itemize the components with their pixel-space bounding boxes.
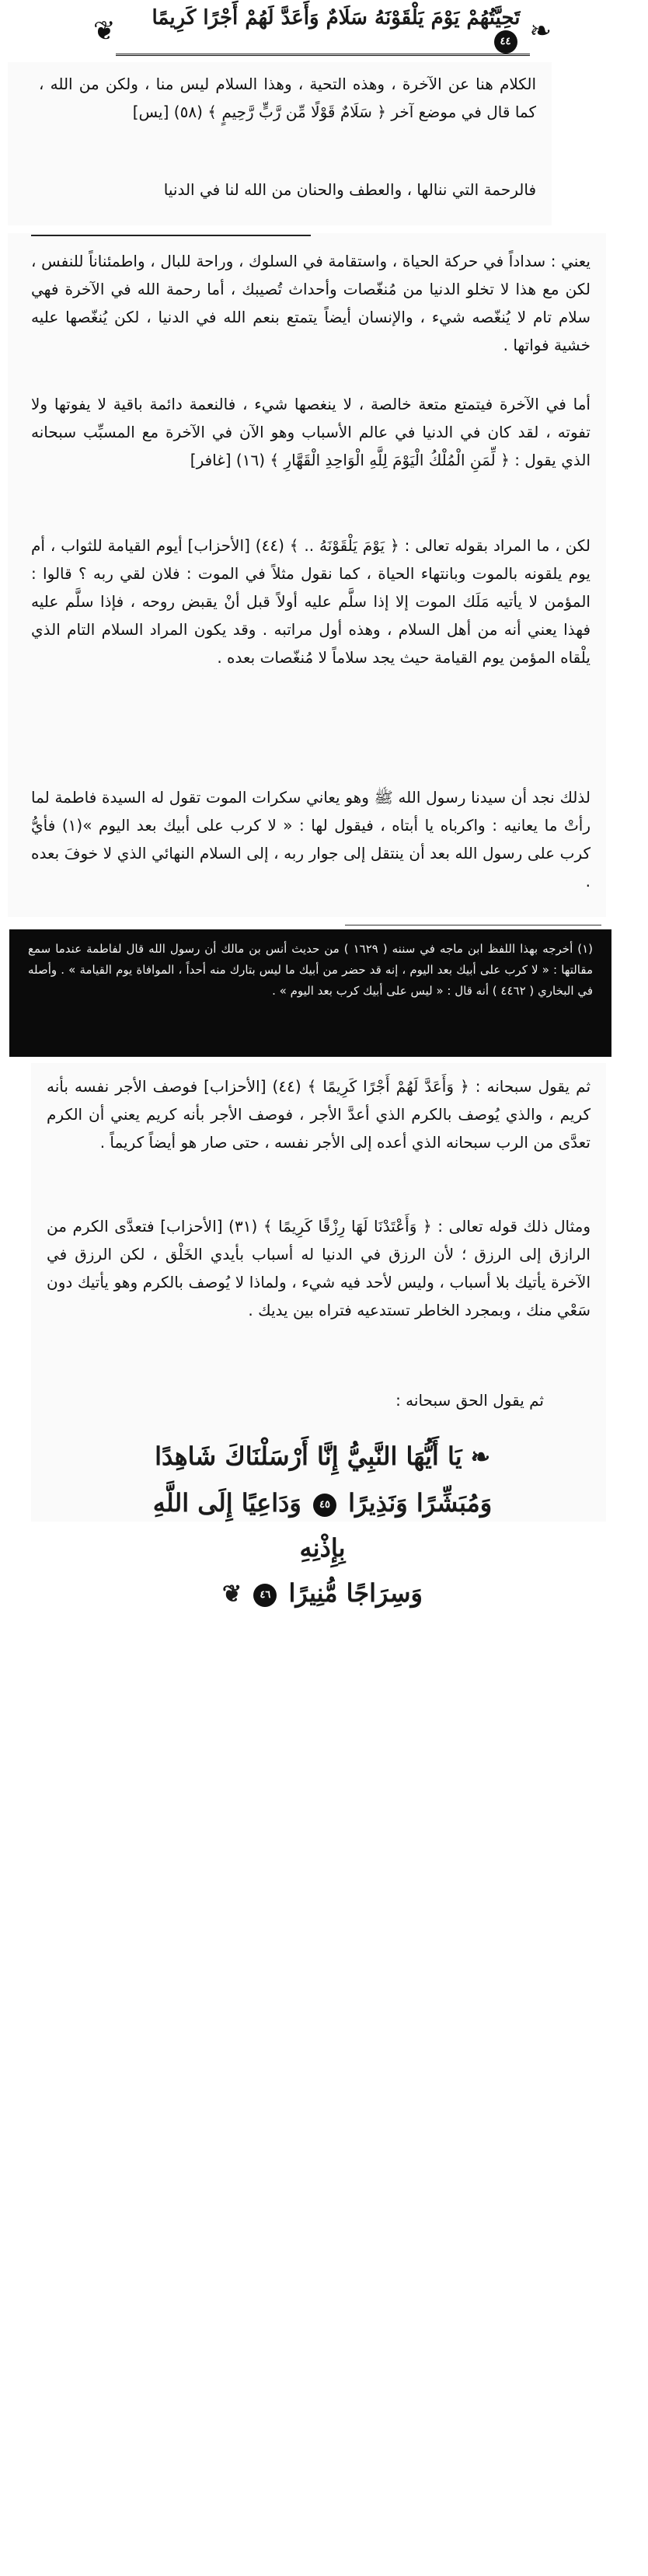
floral-ornament-icon: ❧ <box>529 16 552 47</box>
closing-verse-text: وَسِرَاجًا مُّنِيرًا <box>288 1578 423 1608</box>
paragraph: فالرحمة التي ننالها ، والعطف والحنان من الله لنا في الدنيا <box>163 180 536 199</box>
paragraph: أما في الآخرة فيتمتع متعة خالصة ، لا ينغصها شيء ، فالنعمة دائمة باقية لا يفوتها ولا تفوته ، لقد كان في الدنيا في عالم الأسباب وهو الآن في الآخرة مع المسبِّب سبحانه الذي يقول : ﴿ لِّمَنِ الْمُلْكُ الْيَوْمَ لِلَّهِ الْوَاحِدِ الْقَهَّارِ ﴾ (١٦) [غافر] <box>31 395 591 469</box>
closing-verse-line <box>140 1570 505 1617</box>
paragraph: الكلام هنا عن الآخرة ، وهذه التحية ، وهذا السلام ليس منا ، ولكن من الله ، كما قال في موضع آخر ﴿ سَلَامٌ قَوْلًا مِّن رَّبٍّ رَّحِيمٍ ﴾ (٥٨) [يس] <box>39 75 536 121</box>
closing-verse-text: يَا أَيُّهَا النَّبِيُّ إِنَّا أَرْسَلْنَاكَ شَاهِدًا <box>155 1441 462 1471</box>
banner-verse <box>116 6 530 56</box>
closing-verse <box>140 1434 505 1617</box>
footnote-text: (١) أخرجه بهذا اللفظ ابن ماجه في سننه ( ١٦٢٩ ) من حديث أنس بن مالك أن رسول الله قال لفاطمة عندما سمع مقالتها : « لا كرب على أبيك بعد اليوم ، إنه قد حضر من أبيك ما ليس بتارك منه أحداً ، الموافاة يوم القيامة » . وأصله في البخاري ( ٤٤٦٢ ) أنه قال : « ليس على أبيك كرب بعد اليوم » . <box>28 942 593 998</box>
paragraph: لكن ، ما المراد بقوله تعالى : ﴿ يَوْمَ يَلْقَوْنَهُ .. ﴾ (٤٤) [الأحزاب] أيوم القيامة للثواب ، أم يوم يلقونه بالموت وبانتهاء الحياة ، كما نقول مثلاً في الموت : فلان لقي ربه ؟ قالوا : المؤمن لا يأتيه مَلَك الموت إلا إذا سلَّم عليه أولاً قبل أنْ يقبض روحه ، فإذا سلَّم عليه فهذا يعني أنه من أهل السلام ، وهذه أول مراتبه . وقد يكون المراد السلام التام الذي يلْقاه المؤمن يوم القيامة حيث يجد سلاماً لا مُنغّصات بعده . <box>31 536 591 667</box>
closing-verse-line <box>140 1434 505 1480</box>
paragraph: يعني : سداداً في حركة الحياة ، واستقامة في السلوك ، وراحة للبال ، واطمئناناً للنفس ، لكن مع هذا لا تخلو الدنيا من مُنغّصات وأحداث تُصيبك ، أما رحمة الله في الآخرة فهي سلام تام لا يُنغّصه شيء ، والإنسان أيضاً يتمتع بنعم الله في الدنيا ، لكن يُنغّصها عليه خشية فواتها . <box>31 252 591 354</box>
floral-ornament-icon: ❧ <box>470 1444 490 1471</box>
closing-verse-text: وَدَاعِيًا إِلَى اللَّهِ بِإِذْنِهِ <box>152 1488 346 1563</box>
paragraph: لذلك نجد أن سيدنا رسول الله ﷺ وهو يعاني سكرات الموت تقول له السيدة فاطمة لما رأتْ ما يعانيه : واكرباه يا أبتاه ، فيقول لها : « لا كرب على أبيك بعد اليوم »(١) فأيُّ كرب على رسول الله بعد أن ينتقل إلى جوار ربه ، إلى السلام النهائي الذي لا خوفَ بعده . <box>31 788 591 891</box>
divider-bar <box>31 235 311 236</box>
paragraph: ثم يقول سبحانه : ﴿ وَأَعَدَّ لَهُمْ أَجْرًا كَرِيمًا ﴾ (٤٤) [الأحزاب] فوصف الأجر نفسه بأنه كريم ، والذي يُوصف بالكرم الذي أعدَّ الأجر ، فوصف الأجر بأنه كريم يعني أن الكرم تعدَّى من الرب سبحانه الذي أعده إلى الأجر نفسه ، حتى صار هو أيضاً كريماً . <box>47 1077 591 1152</box>
verse-number-badge: ٤٤ <box>494 30 517 54</box>
closing-verse-line <box>140 1480 505 1570</box>
verse-number-badge: ٤٥ <box>313 1494 336 1517</box>
paragraph: ومثال ذلك قوله تعالى : ﴿ وَأَعْتَدْنَا لَهَا رِزْقًا كَرِيمًا ﴾ (٣١) [الأحزاب] فتعدَّى الكرم من الرازق إلى الرزق ؛ لأن الرزق في الدنيا له أسباب بأيدي الخَلْق ، لكن الرزق في الآخرة يأتيك بلا أسباب ، وليس لأحد فيه شيء ، ولماذا لا يُوصف بالكرم وهو يأتيك دون سَعْي منك ، وبمجرد الخاطر تستدعيه فتراه بين يديك . <box>47 1217 591 1319</box>
verse-number-badge: ٤٦ <box>253 1584 277 1607</box>
footnote-box <box>9 929 611 1057</box>
closing-verse-text: وَمُبَشِّرًا وَنَذِيرًا <box>348 1488 493 1518</box>
floral-ornament-icon: ❦ <box>222 1581 242 1608</box>
floral-ornament-icon: ❦ <box>93 16 116 47</box>
verse-banner <box>93 6 552 56</box>
paragraph: ثم يقول الحق سبحانه : <box>395 1391 544 1410</box>
banner-verse-text: تَحِيَّتُهُمْ يَوْمَ يَلْقَوْنَهُ سَلَامٌ وَأَعَدَّ لَهُمْ أَجْرًا كَرِيمًا <box>152 6 521 30</box>
